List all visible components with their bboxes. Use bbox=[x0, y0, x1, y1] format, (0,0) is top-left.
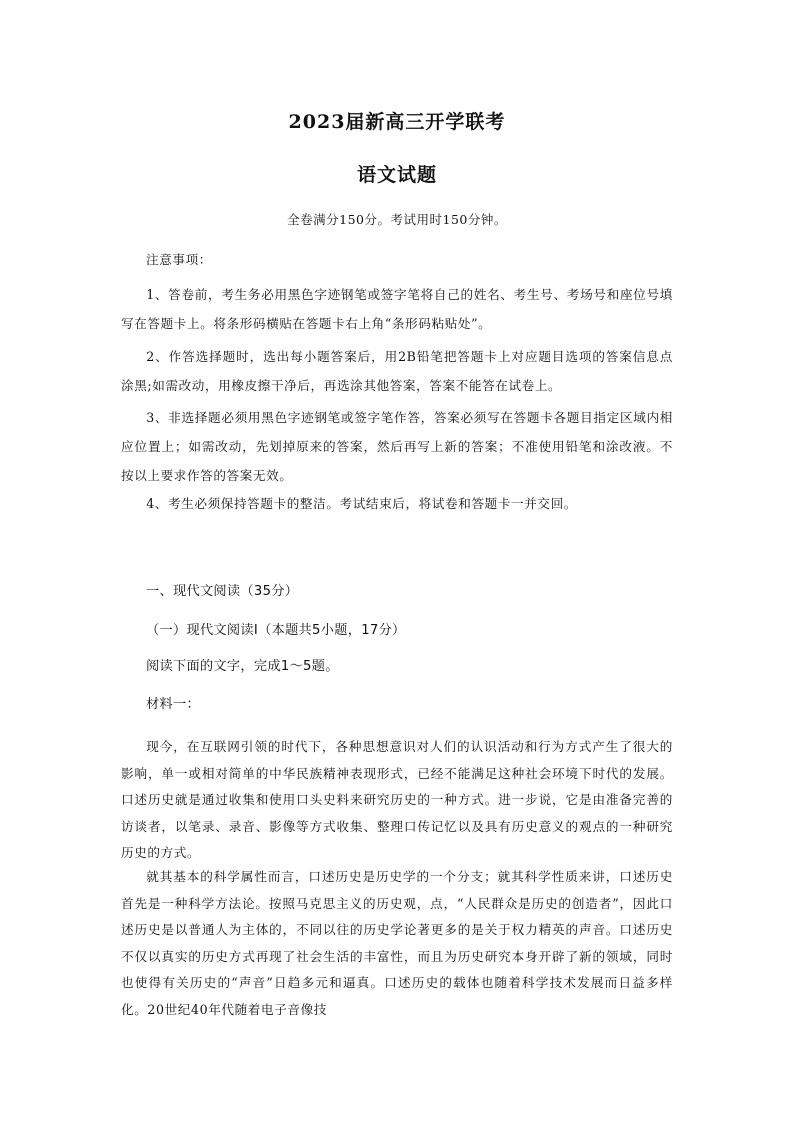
reading-instruction: 阅读下面的文字，完成1～5题。 bbox=[146, 659, 339, 674]
exam-meta: 全卷满分150分。考试用时150分钟。 bbox=[287, 212, 507, 227]
section-subheading: （一）现代文阅读Ⅰ（本题共5小题，17分） bbox=[146, 623, 406, 638]
passage-paragraph-2: 就其基本的科学属性而言，口述历史是历史学的一个分支；就其科学性质来讲，口述历史首先是一种科学方法论。按照马克思主义的历史观，点，“人民群众是历史的创造者”，因此口述历史是以普通人为主体的，不同以往的历史学论著更多的是关于权力精英的声音。口述历史不仅以真实的历史方式再现了社会生活的丰富性，而且为历史研究本身开辟了新的领域，同时也使得有关历史的“声音”日趋多元和逼真。口述历史的载体也随着科学技术发展而日益多样化。20世纪40年代随着电子音像技 bbox=[121, 869, 673, 1017]
notice-item-4: 4、考生必须保持答题卡的整洁。考试结束后，将试卷和答题卡一并交回。 bbox=[146, 496, 577, 511]
subject-title: 语文试题 bbox=[356, 164, 437, 186]
material-label: 材料一： bbox=[146, 697, 200, 712]
notice-item-2: 2、作答选择题时，选出每小题答案后，用2B铅笔把答题卡上对应题目选项的答案信息点涂黑;如需改动，用橡皮擦干净后，再选涂其他答案，答案不能答在试卷上。 bbox=[121, 349, 673, 393]
section-heading: 一、现代文阅读（35分） bbox=[146, 584, 299, 599]
notice-item-3: 3、非选择题必须用黑色字迹钢笔或签字笔作答，答案必须写在答题卡各题目指定区域内相应位置上；如需改动，先划掉原来的答案，然后再写上新的答案；不准使用铅笔和涂改液。不按以上要求作答的答案无效。 bbox=[121, 410, 673, 483]
exam-title: 2023届新高三开学联考 bbox=[288, 111, 506, 133]
notice-heading: 注意事项： bbox=[146, 252, 212, 267]
passage-paragraph-1: 现今，在互联网引领的时代下，各种思想意识对人们的认识活动和行为方式产生了很大的影响，单一或相对简单的中华民族精神表现形式，已经不能满足这种社会环境下时代的发展。口述历史就是通过收集和使用口头史料来研究历史的一种方式。进一步说，它是由准备完善的访谈者，以笔录、录音、影像等方式收集、整理口传记忆以及具有历史意义的观点的一种研究历史的方式。 bbox=[121, 739, 673, 860]
notice-item-1: 1、答卷前，考生务必用黑色字迹钢笔或签字笔将自己的姓名、考生号、考场号和座位号填写在答题卡上。将条形码横贴在答题卡右上角“条形码粘贴处”。 bbox=[121, 287, 673, 331]
